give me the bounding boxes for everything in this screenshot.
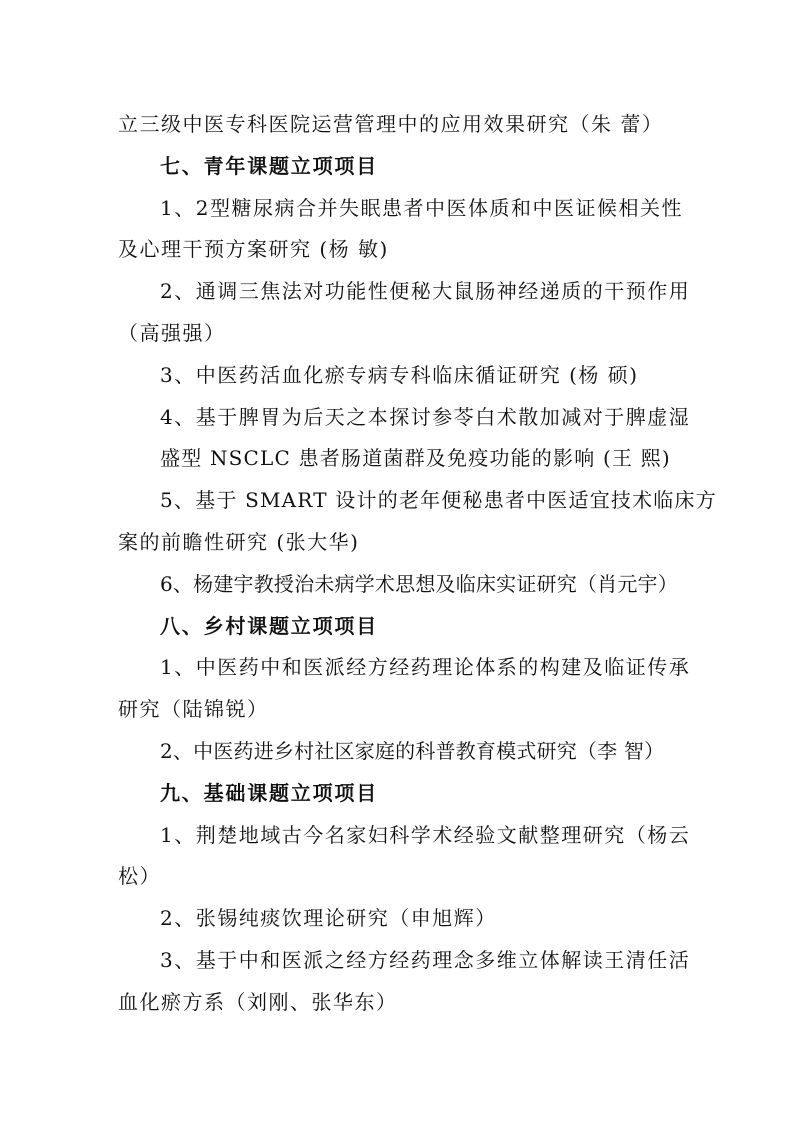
project-item-basic-1-cont: 松） [118,864,161,889]
project-item-youth-4: 4、基于脾胃为后天之本探讨参苓白术散加减对于脾虚湿 [160,404,691,429]
project-item-rural-1: 1、中医药中和医派经方经药理论体系的构建及临证传承 [160,655,691,680]
project-item-youth-1: 1、2型糖尿病合并失眠患者中医体质和中医证候相关性 [160,195,683,220]
project-item-youth-5-cont: 案的前瞻性研究 (张大华) [118,529,360,554]
project-item-youth-2: 2、通调三焦法对功能性便秘大鼠肠神经递质的干预作用 [160,279,691,304]
text-line-continuation: 立三级中医专科医院运营管理中的应用效果研究（朱 蕾） [118,112,664,136]
project-item-youth-2-cont: （高强强） [118,320,226,345]
document-body [118,104,717,1024]
section-heading-youth-projects: 七、青年课题立项项目 [160,153,378,178]
project-item-youth-3: 3、中医药活血化瘀专病专科临床循证研究 (杨 硕) [160,362,639,387]
project-item-basic-3-cont: 血化瘀方系（刘刚、张华东） [118,989,398,1014]
project-item-youth-4-cont: 盛型 NSCLC 患者肠道菌群及免疫功能的影响 (王 熙) [160,446,671,471]
project-item-youth-1-cont: 及心理干预方案研究 (杨 敏) [118,237,389,262]
project-item-basic-3: 3、基于中和医派之经方经药理念多维立体解读王清任活 [160,947,691,972]
project-item-youth-6: 6、杨建宇教授治未病学术思想及临床实证研究（肖元宇） [160,571,678,596]
section-heading-rural-projects: 八、乡村课题立项项目 [160,613,378,638]
project-item-rural-1-cont: 研究（陆锦锐） [118,697,269,722]
project-item-youth-5: 5、基于 SMART 设计的老年便秘患者中医适宜技术临床方 [160,488,717,513]
project-item-rural-2: 2、中医药进乡村社区家庭的科普教育模式研究（李 智） [160,738,665,763]
section-heading-basic-projects: 九、基础课题立项项目 [160,780,378,805]
project-item-basic-2: 2、张锡纯痰饮理论研究（申旭辉） [160,906,497,931]
project-item-basic-1: 1、荆楚地域古今名家妇科学术经验文献整理研究（杨云 [160,822,691,847]
